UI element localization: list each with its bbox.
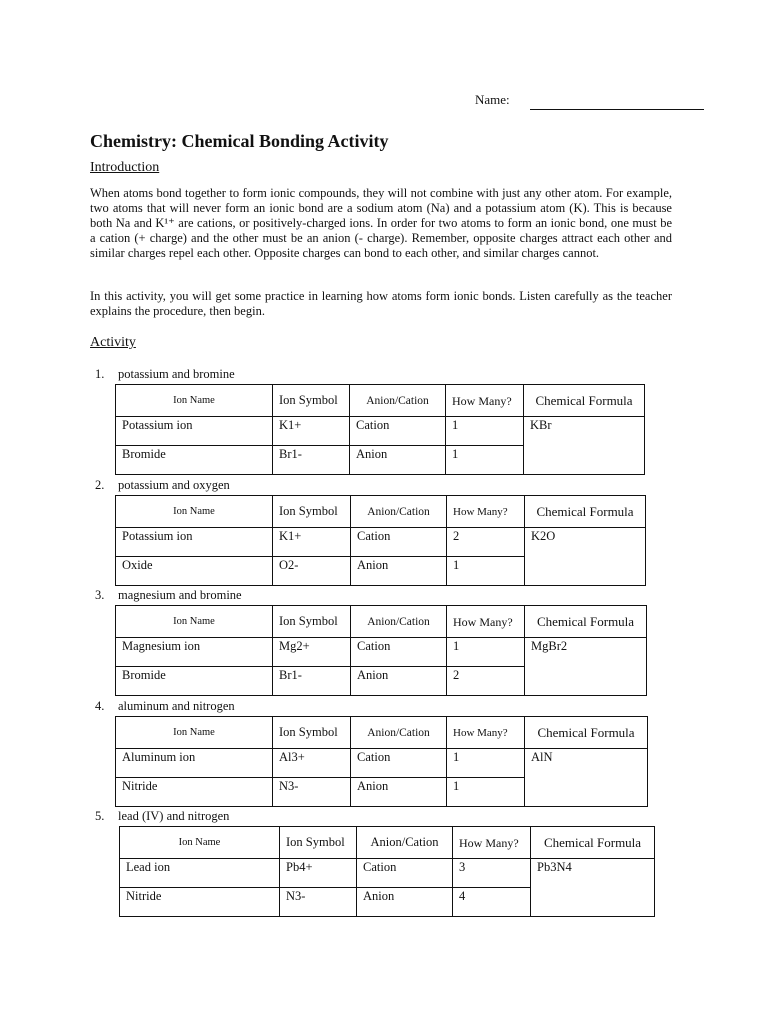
cell-anion-cation: Anion [350,446,446,475]
header-ion-name: Ion Name [116,717,273,749]
header-ion-name: Ion Name [116,606,273,638]
cell-how-many: 4 [453,888,531,917]
cell-anion-cation: Anion [351,557,447,586]
header-chemical-formula: Chemical Formula [525,606,647,638]
cell-ion-name: Bromide [116,667,273,696]
cell-ion-name: Oxide [116,557,273,586]
item-number: 1. [95,367,105,381]
header-how-many: How Many? [453,827,531,859]
cell-ion-symbol: N3- [280,888,357,917]
header-how-many: How Many? [447,606,525,638]
cell-anion-cation: Anion [351,667,447,696]
item-label: lead (IV) and nitrogen [118,809,230,823]
cell-how-many: 2 [447,528,525,557]
header-how-many: How Many? [447,717,525,749]
cell-ion-name: Magnesium ion [116,638,273,667]
item-number: 5. [95,809,105,823]
cell-how-many: 1 [447,778,525,807]
cell-chemical-formula: AlN [525,749,648,807]
cell-ion-name: Bromide [116,446,273,475]
cell-ion-name: Nitride [120,888,280,917]
cell-anion-cation: Cation [357,859,453,888]
cell-ion-symbol: Pb4+ [280,859,357,888]
cell-ion-symbol: Mg2+ [273,638,351,667]
header-chemical-formula: Chemical Formula [525,496,646,528]
header-ion-symbol: Ion Symbol [273,385,350,417]
header-anion-cation: Anion/Cation [351,717,447,749]
header-anion-cation: Anion/Cation [350,385,446,417]
header-ion-name: Ion Name [116,496,273,528]
cell-chemical-formula: Pb3N4 [531,859,655,917]
cell-ion-name: Potassium ion [116,417,273,446]
ion-table-2 [115,495,646,586]
item-label: magnesium and bromine [118,588,242,602]
cell-anion-cation: Cation [351,638,447,667]
header-anion-cation: Anion/Cation [357,827,453,859]
cell-anion-cation: Anion [351,778,447,807]
cell-anion-cation: Cation [351,749,447,778]
header-chemical-formula: Chemical Formula [524,385,645,417]
cell-how-many: 2 [447,667,525,696]
ion-table-1 [115,384,645,475]
introduction-paragraph-2: In this activity, you will get some practice in learning how atoms form ionic bonds. Listen carefully as the teacher explains the procedure, then begin. [90,289,672,318]
item-label: potassium and oxygen [118,478,230,492]
page-title: Chemistry: Chemical Bonding Activity [90,131,389,151]
header-ion-symbol: Ion Symbol [280,827,357,859]
introduction-heading: Introduction [90,160,160,175]
item-number: 2. [95,478,105,492]
cell-ion-name: Aluminum ion [116,749,273,778]
header-how-many: How Many? [447,496,525,528]
cell-how-many: 3 [453,859,531,888]
cell-ion-symbol: N3- [273,778,351,807]
cell-how-many: 1 [447,638,525,667]
cell-ion-symbol: Br1- [273,667,351,696]
cell-chemical-formula: K2O [525,528,646,586]
name-label: Name: [475,92,510,107]
ion-table-5 [119,826,655,917]
item-label: aluminum and nitrogen [118,699,235,713]
cell-anion-cation: Cation [350,417,446,446]
header-anion-cation: Anion/Cation [351,606,447,638]
cell-how-many: 1 [447,557,525,586]
header-ion-name: Ion Name [120,827,280,859]
header-ion-symbol: Ion Symbol [273,496,351,528]
header-how-many: How Many? [446,385,524,417]
cell-ion-name: Nitride [116,778,273,807]
item-number: 3. [95,588,105,602]
cell-anion-cation: Cation [351,528,447,557]
item-number: 4. [95,699,105,713]
cell-how-many: 1 [446,417,524,446]
cell-ion-symbol: K1+ [273,528,351,557]
cell-how-many: 1 [447,749,525,778]
header-ion-symbol: Ion Symbol [273,606,351,638]
cell-anion-cation: Anion [357,888,453,917]
name-blank-line[interactable] [530,109,704,110]
cell-ion-name: Lead ion [120,859,280,888]
cell-ion-name: Potassium ion [116,528,273,557]
header-anion-cation: Anion/Cation [351,496,447,528]
cell-ion-symbol: K1+ [273,417,350,446]
header-chemical-formula: Chemical Formula [531,827,655,859]
cell-ion-symbol: O2- [273,557,351,586]
cell-how-many: 1 [446,446,524,475]
activity-heading: Activity [90,335,136,350]
header-ion-name: Ion Name [116,385,273,417]
header-chemical-formula: Chemical Formula [525,717,648,749]
introduction-paragraph-1: When atoms bond together to form ionic compounds, they will not combine with just any other atom. For example, two atoms that will never form an ionic bond are a sodium atom (Na) and a potassium atom (K). This is because both Na and K¹⁺ are cations, or positively-charged ions. In order for two atoms to form an ionic bond, one must be a cation (+ charge) and the other must be an anion (- charge). Remember, opposite charges attract each other and similar charges repel each other. Opposite charges can bond to each other, and similar charges cannot. [90,186,672,260]
ion-table-4 [115,716,648,807]
ion-table-3 [115,605,647,696]
item-label: potassium and bromine [118,367,235,381]
header-ion-symbol: Ion Symbol [273,717,351,749]
cell-chemical-formula: KBr [524,417,645,475]
cell-ion-symbol: Al3+ [273,749,351,778]
cell-ion-symbol: Br1- [273,446,350,475]
cell-chemical-formula: MgBr2 [525,638,647,696]
